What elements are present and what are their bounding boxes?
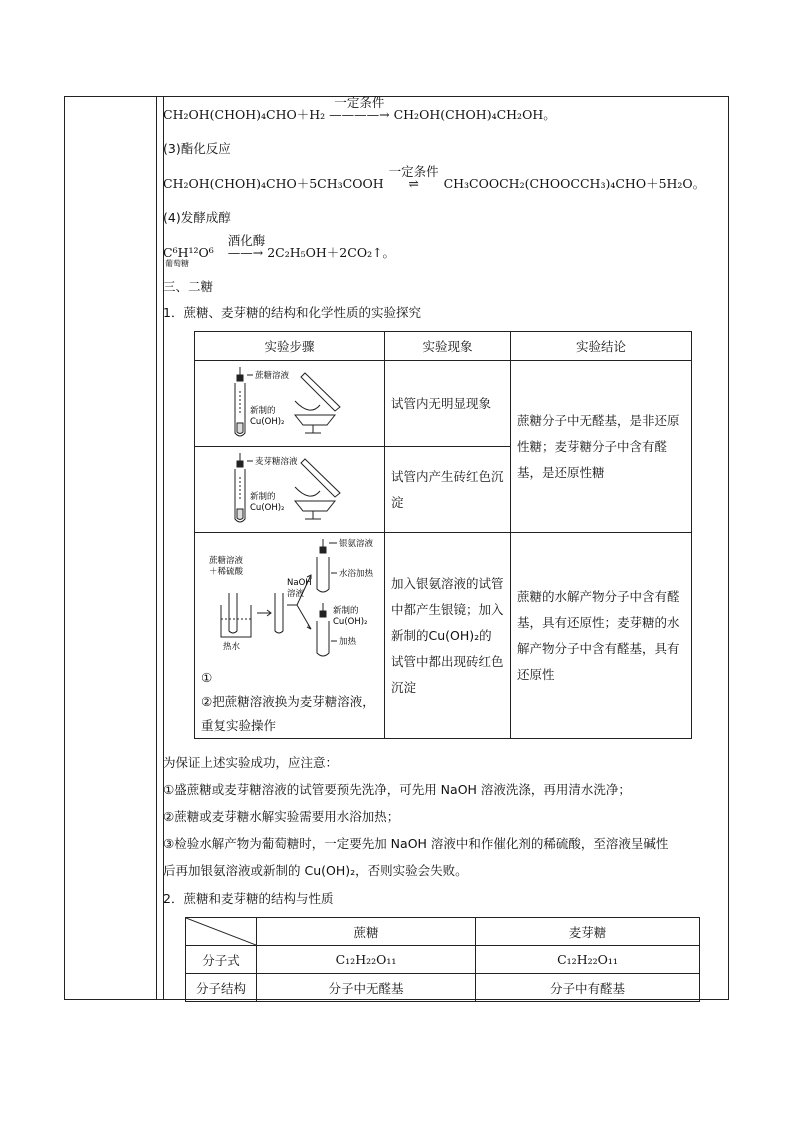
fig3-label-j: 加热 (339, 637, 357, 647)
header-conclusion: 实验结论 (511, 332, 692, 361)
phenomenon-1: 试管内无明显现象 (385, 361, 511, 447)
table-row (186, 974, 700, 1002)
fig3-label-b: ＋稀硫酸 (209, 567, 244, 577)
apparatus-figure-2 (195, 447, 383, 529)
maltose-formula: C₁₂H₂₂O₁₁ (476, 946, 700, 974)
step-figure-1 (195, 361, 385, 447)
note-1: ①盛蔗糖或麦芽糖溶液的试管要预先洗净，可先用 NaOH 溶液洗涤，再用清水洗净； (163, 782, 631, 797)
diagonal-line (186, 918, 256, 945)
table-row (186, 946, 700, 974)
step-figure-2 (195, 447, 385, 533)
sucrose-structure: 分子中无醛基 (257, 974, 476, 1002)
note-3a: ③检验水解产物为葡萄糖时，一定要先加 NaOH 溶液中和作催化剂的稀硫酸，至溶液呈碱性 (163, 836, 669, 851)
note-2: ②蔗糖或麦芽糖水解实验需要用水浴加热； (163, 809, 400, 824)
equation-fermentation (163, 233, 396, 268)
experiment-table (194, 331, 692, 739)
sucrose-formula: C₁₂H₂₂O₁₁ (257, 946, 476, 974)
fig3-label-f: 银氨溶液 (339, 539, 374, 549)
fig3-label-g: 水浴加热 (339, 569, 374, 579)
section-fermentation-title: (4)发酵成醇 (163, 210, 231, 225)
property-table (185, 917, 700, 1002)
step-1-marker: ① (201, 670, 213, 685)
section-disaccharide-title: 三、二糖 (163, 279, 214, 294)
phenomenon-3: 加入银氨溶液的试管中都产生银镜；加入新制的Cu(OH)₂的试管中都出现砖红色沉淀 (385, 533, 511, 739)
header-steps: 实验步骤 (195, 332, 385, 361)
fig3-label-h: 新制的 (333, 606, 359, 616)
table-row (195, 361, 692, 447)
step-figure-3 (195, 533, 385, 739)
row-label-formula: 分子式 (186, 946, 257, 974)
eq3-arrow: 酒化酶 ——→ (227, 233, 266, 260)
fig2-label-a: 麦芽糖溶液 (255, 457, 298, 467)
subsection-1-title: 1．蔗糖、麦芽糖的结构和化学性质的实验探究 (163, 305, 421, 320)
eq2-right: CH₃COOCH₂(CHOOCCH₃)₄CHO＋5H₂O。 (443, 176, 706, 191)
fig3-label-d: NaOH (287, 578, 312, 588)
header-phenomenon: 实验现象 (385, 332, 511, 361)
fig3-label-i: Cu(OH)₂ (333, 617, 368, 627)
eq2-condition: 一定条件 (388, 164, 439, 179)
equation-esterification (163, 164, 706, 193)
eq3-note: 葡萄糖 (165, 259, 189, 268)
fig1-label-b: 新制的 (250, 406, 276, 416)
notes-intro: 为保证上述实验成功，应注意： (163, 755, 339, 770)
fig2-label-b: 新制的 (250, 492, 276, 502)
equation-hydrogenation (163, 95, 556, 124)
apparatus-figure-1 (195, 361, 383, 443)
diagonal-header-cell (186, 918, 257, 946)
eq2-left: CH₂OH(CHOH)₄CHO＋5CH₃COOH (163, 176, 384, 191)
fig1-label-a: 蔗糖溶液 (255, 371, 290, 381)
maltose-structure: 分子中有醛基 (476, 974, 700, 1002)
col-header-maltose: 麦芽糖 (476, 918, 700, 946)
fig3-label-a: 蔗糖溶液 (209, 556, 244, 566)
eq1-left: CH₂OH(CHOH)₄CHO＋H₂ (163, 107, 326, 122)
eq3-left: C⁶H¹²O⁶ (163, 245, 214, 260)
subsection-2-title: 2．蔗糖和麦芽糖的结构与性质 (163, 891, 334, 906)
phenomenon-2: 试管内产生砖红色沉淀 (385, 447, 511, 533)
table-row (195, 533, 692, 739)
conclusion-3: 蔗糖的水解产物分子中含有醛基，具有还原性；麦芽糖的水解产物分子中含有醛基，具有还原性 (511, 533, 692, 739)
apparatus-figure-3 (201, 533, 377, 663)
step-2-text: ②把蔗糖溶液换为麦芽糖溶液，重复实验操作 (201, 694, 375, 733)
eq1-condition: 一定条件 (334, 95, 385, 110)
note-3b: 后再加银氨溶液或新制的 Cu(OH)₂，否则实验会失败。 (163, 863, 468, 878)
column-divider (156, 97, 157, 999)
eq1-right: CH₂OH(CHOH)₄CH₂OH。 (393, 107, 556, 122)
conclusion-1-2: 蔗糖分子中无醛基，是非还原性糖；麦芽糖分子中含有醛基，是还原性糖 (511, 361, 692, 533)
fig3-label-c: 热水 (223, 642, 241, 652)
fig2-label-c: Cu(OH)₂ (250, 503, 285, 513)
row-label-structure: 分子结构 (186, 974, 257, 1002)
eq1-arrow: 一定条件 ————→ (329, 95, 390, 122)
fig3-label-e: 溶液 (287, 589, 305, 599)
eq2-arrow: 一定条件 ⇌ (388, 164, 439, 191)
fig1-label-c: Cu(OH)₂ (250, 417, 285, 427)
table-header-row (186, 918, 700, 946)
eq3-right: 2C₂H₅OH＋2CO₂↑。 (267, 245, 396, 260)
table-header-row (195, 332, 692, 361)
eq3-condition: 酒化酶 (227, 233, 266, 248)
section-esterification-title: (3)酯化反应 (163, 141, 231, 156)
col-header-sucrose: 蔗糖 (257, 918, 476, 946)
